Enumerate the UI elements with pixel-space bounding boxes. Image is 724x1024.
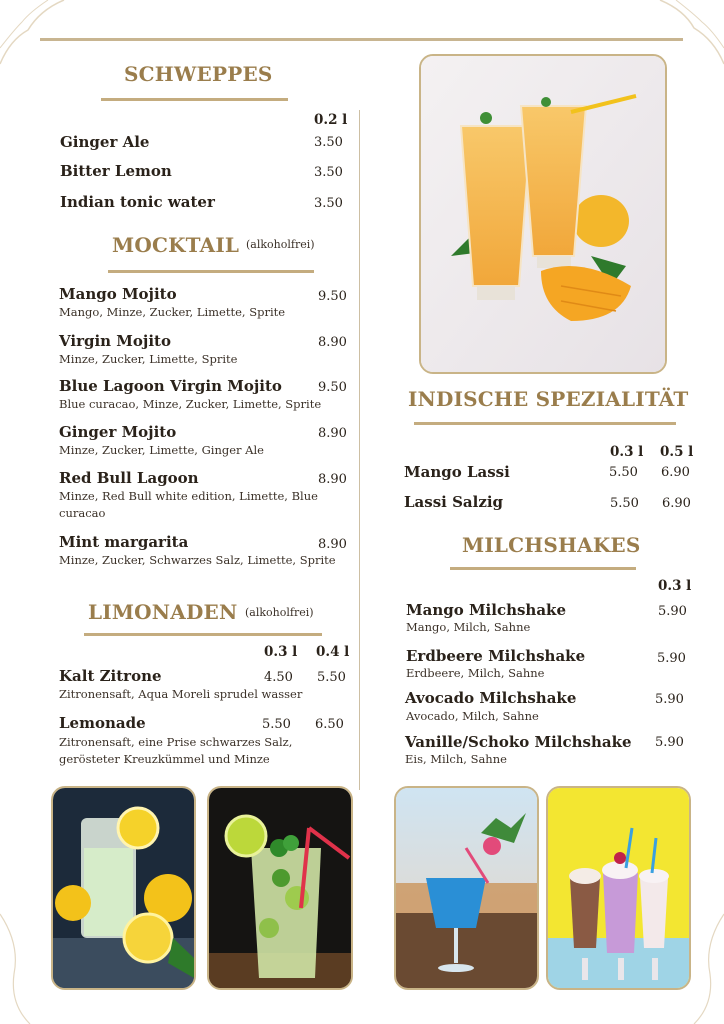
- limonaden-item-price: 5.50: [317, 670, 346, 685]
- milkshakes-photo: [546, 786, 691, 990]
- indische-col-head: 0.5 l: [660, 444, 694, 460]
- limonaden-note: (alkoholfrei): [245, 606, 314, 619]
- limonaden-col-head: 0.4 l: [316, 644, 350, 660]
- milchshakes-item-name: Erdbeere Milchshake: [406, 647, 586, 665]
- mocktail-item-name: Virgin Mojito: [59, 332, 171, 350]
- mango-lassi-photo: [419, 54, 667, 374]
- mocktail-item-price: 8.90: [318, 426, 347, 441]
- limonaden-rule: [84, 633, 322, 636]
- milchshakes-item-name: Vanille/Schoko Milchshake: [405, 733, 632, 751]
- schweppes-item-price: 3.50: [314, 165, 343, 180]
- schweppes-title: SCHWEPPES: [124, 62, 273, 86]
- mocktail-item-desc: Blue curacao, Minze, Zucker, Limette, Sprite: [59, 397, 322, 411]
- schweppes-item-price: 3.50: [314, 196, 343, 211]
- milchshakes-item-price: 5.90: [655, 692, 684, 707]
- limonaden-item-desc: Zitronensaft, eine Prise schwarzes Salz, gerösteter Kreuzkümmel und Minze: [59, 735, 293, 766]
- corner-ornament-bottom-left: [0, 904, 50, 1024]
- mocktail-item-price: 8.90: [318, 537, 347, 552]
- milchshakes-item-desc: Avocado, Milch, Sahne: [406, 709, 539, 723]
- mocktail-item-price: 9.50: [318, 289, 347, 304]
- milchshakes-item-price: 5.90: [655, 735, 684, 750]
- milchshakes-item-name: Avocado Milchshake: [405, 689, 577, 707]
- schweppes-col-head: 0.2 l: [314, 112, 348, 128]
- mocktail-item-desc: Minze, Zucker, Schwarzes Salz, Limette, Sprite: [59, 553, 336, 567]
- mocktail-item-name: Mango Mojito: [59, 285, 177, 303]
- mocktail-item-price: 8.90: [318, 335, 347, 350]
- mocktail-item-desc: Mango, Minze, Zucker, Limette, Sprite: [59, 305, 286, 319]
- indische-rule: [414, 422, 676, 425]
- mocktail-title: MOCKTAIL: [112, 233, 240, 257]
- limonaden-item-name: Lemonade: [59, 714, 146, 732]
- indische-item-price: 6.90: [661, 465, 690, 480]
- indische-item-price: 5.50: [609, 465, 638, 480]
- limonaden-col-head: 0.3 l: [264, 644, 298, 660]
- mocktail-item-name: Red Bull Lagoon: [59, 469, 199, 487]
- lemonade-photo: [51, 786, 196, 990]
- milchshakes-item-desc: Eis, Milch, Sahne: [405, 752, 507, 766]
- blue-cocktail-photo: [394, 786, 539, 990]
- indische-col-head: 0.3 l: [610, 444, 644, 460]
- milchshakes-rule: [450, 567, 636, 570]
- column-divider: [359, 110, 360, 790]
- milchshakes-item-price: 5.90: [658, 604, 687, 619]
- mocktail-item-name: Ginger Mojito: [59, 423, 177, 441]
- mocktail-item-desc: Minze, Zucker, Limette, Ginger Ale: [59, 443, 264, 457]
- mojito-photo: [207, 786, 353, 990]
- schweppes-item-name: Indian tonic water: [60, 193, 215, 211]
- milchshakes-item-price: 5.90: [657, 651, 686, 666]
- indische-item-price: 6.90: [662, 496, 691, 511]
- milchshakes-title: MILCHSHAKES: [462, 533, 641, 557]
- milchshakes-col-head: 0.3 l: [658, 578, 692, 594]
- milchshakes-item-name: Mango Milchshake: [406, 601, 566, 619]
- mocktail-item-name: Blue Lagoon Virgin Mojito: [59, 377, 282, 395]
- mocktail-rule: [108, 270, 314, 273]
- indische-title: INDISCHE SPEZIALITÄT: [408, 387, 689, 411]
- mocktail-item-price: 8.90: [318, 472, 347, 487]
- mocktail-item-price: 9.50: [318, 380, 347, 395]
- mocktail-note: (alkoholfrei): [246, 238, 315, 251]
- corner-ornament-top-left: [0, 0, 70, 70]
- limonaden-title: LIMONADEN: [88, 600, 238, 624]
- schweppes-item-name: Bitter Lemon: [60, 162, 172, 180]
- limonaden-item-price: 4.50: [264, 670, 293, 685]
- mocktail-item-name: Mint margarita: [59, 533, 189, 551]
- indische-item-name: Mango Lassi: [404, 463, 510, 481]
- milchshakes-item-desc: Erdbeere, Milch, Sahne: [406, 666, 545, 680]
- limonaden-item-name: Kalt Zitrone: [59, 667, 162, 685]
- schweppes-rule: [101, 98, 288, 101]
- limonaden-item-price: 5.50: [262, 717, 291, 732]
- top-rule: [40, 38, 683, 41]
- mocktail-item-desc: Minze, Zucker, Limette, Sprite: [59, 352, 238, 366]
- limonaden-item-desc: Zitronensaft, Aqua Moreli sprudel wasser: [59, 687, 303, 701]
- schweppes-item-price: 3.50: [314, 135, 343, 150]
- indische-item-price: 5.50: [610, 496, 639, 511]
- schweppes-item-name: Ginger Ale: [60, 133, 150, 151]
- milchshakes-item-desc: Mango, Milch, Sahne: [406, 620, 531, 634]
- mocktail-item-desc: Minze, Red Bull white edition, Limette, Blue curacao: [59, 489, 318, 520]
- limonaden-item-price: 6.50: [315, 717, 344, 732]
- indische-item-name: Lassi Salzig: [404, 493, 504, 511]
